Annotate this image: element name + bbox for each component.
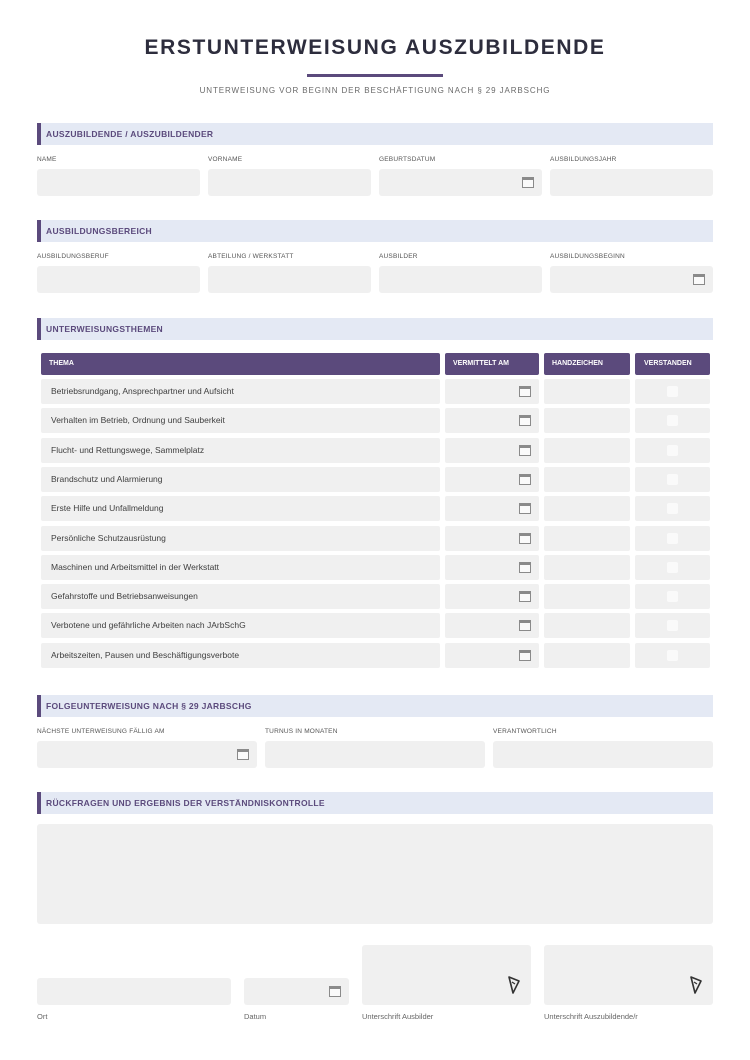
calendar-icon[interactable] (519, 533, 531, 544)
column-header-vermittelt (445, 353, 539, 375)
verstanden-checkbox[interactable] (667, 386, 678, 397)
label-unterschrift-ausbilder: Unterschrift Ausbilder (362, 1012, 434, 1021)
topic-label: Arbeitszeiten, Pausen und Beschäftigungsverbote (51, 650, 240, 660)
title-divider (307, 74, 443, 77)
label-naechste-unterweisung: NÄCHSTE UNTERWEISUNG FÄLLIG AM (37, 728, 165, 735)
label-ort: Ort (37, 1012, 48, 1021)
label-vorname: VORNAME (208, 156, 243, 163)
vermittelt-am-field[interactable] (445, 379, 539, 404)
vermittelt-am-field[interactable] (445, 584, 539, 609)
section-title: AUSZUBILDENDE / AUSZUBILDENDER (46, 129, 214, 139)
section-header-auszubildende (37, 123, 713, 145)
column-header-handzeichen (544, 353, 630, 375)
verstanden-checkbox[interactable] (667, 591, 678, 602)
calendar-icon[interactable] (329, 986, 341, 997)
vermittelt-am-field[interactable] (445, 408, 539, 433)
calendar-icon[interactable] (519, 562, 531, 573)
topic-label: Brandschutz und Alarmierung (51, 474, 163, 484)
calendar-icon[interactable] (693, 274, 705, 285)
calendar-icon[interactable] (519, 474, 531, 485)
verstanden-checkbox[interactable] (667, 445, 678, 456)
ausbildungsberuf-field[interactable] (37, 266, 200, 293)
calendar-icon[interactable] (519, 503, 531, 514)
pen-icon (507, 975, 521, 995)
column-label: VERMITTELT AM (453, 360, 509, 367)
pen-icon (689, 975, 703, 995)
vermittelt-am-field[interactable] (445, 526, 539, 551)
topic-label: Persönliche Schutzausrüstung (51, 533, 166, 543)
calendar-icon[interactable] (519, 591, 531, 602)
vermittelt-am-field[interactable] (445, 496, 539, 521)
label-name: NAME (37, 156, 57, 163)
vermittelt-am-field[interactable] (445, 643, 539, 668)
label-datum: Datum (244, 1012, 267, 1021)
calendar-icon[interactable] (519, 386, 531, 397)
ausbildungsbeginn-field[interactable] (550, 266, 713, 293)
ort-field[interactable] (37, 978, 231, 1005)
topic-label: Maschinen und Arbeitsmittel in der Werkstatt (51, 562, 220, 572)
signature-ausbilder-field[interactable] (362, 945, 531, 1005)
topic-cell (41, 467, 440, 492)
section-header-folgeunterweisung (37, 695, 713, 717)
verantwortlich-field[interactable] (493, 741, 713, 768)
vermittelt-am-field[interactable] (445, 467, 539, 492)
column-header-verstanden (635, 353, 710, 375)
column-label: THEMA (49, 360, 74, 367)
verstanden-cell (635, 526, 710, 551)
section-header-rueckfragen (37, 792, 713, 814)
verstanden-checkbox[interactable] (667, 620, 678, 631)
section-title: UNTERWEISUNGSTHEMEN (46, 324, 163, 334)
section-title: FOLGEUNTERWEISUNG NACH § 29 JARBSCHG (46, 701, 252, 711)
topic-cell (41, 379, 440, 404)
verstanden-cell (635, 613, 710, 638)
calendar-icon[interactable] (519, 415, 531, 426)
topic-cell (41, 496, 440, 521)
ausbildungsjahr-field[interactable] (550, 169, 713, 196)
section-title: RÜCKFRAGEN UND ERGEBNIS DER VERSTÄNDNISKONTROLLE (46, 798, 325, 808)
topic-label: Erste Hilfe und Unfallmeldung (51, 503, 164, 513)
verstanden-cell (635, 555, 710, 580)
page-subtitle: UNTERWEISUNG VOR BEGINN DER BESCHÄFTIGUNG NACH § 29 JARBSCHG (199, 86, 551, 95)
verstanden-checkbox[interactable] (667, 474, 678, 485)
handzeichen-field[interactable] (544, 438, 630, 463)
topic-cell (41, 526, 440, 551)
label-abteilung: ABTEILUNG / WERKSTATT (208, 253, 294, 260)
label-turnus: TURNUS IN MONATEN (265, 728, 338, 735)
verstanden-cell (635, 584, 710, 609)
name-field[interactable] (37, 169, 200, 196)
calendar-icon[interactable] (519, 445, 531, 456)
label-ausbildungsberuf: AUSBILDUNGSBERUF (37, 253, 109, 260)
label-ausbilder: AUSBILDER (379, 253, 418, 260)
abteilung-field[interactable] (208, 266, 371, 293)
datum-field[interactable] (244, 978, 349, 1005)
geburtsdatum-field[interactable] (379, 169, 542, 196)
topic-label: Gefahrstoffe und Betriebsanweisungen (51, 591, 198, 601)
turnus-field[interactable] (265, 741, 485, 768)
vermittelt-am-field[interactable] (445, 438, 539, 463)
label-unterschrift-auszubildende: Unterschrift Auszubildende/r (544, 1012, 638, 1021)
verstanden-cell (635, 496, 710, 521)
handzeichen-field[interactable] (544, 408, 630, 433)
verstanden-checkbox[interactable] (667, 503, 678, 514)
label-ausbildungsbeginn: AUSBILDUNGSBEGINN (550, 253, 625, 260)
naechste-unterweisung-field[interactable] (37, 741, 257, 768)
column-label: HANDZEICHEN (552, 360, 603, 367)
verstanden-cell (635, 438, 710, 463)
label-geburtsdatum: GEBURTSDATUM (379, 156, 436, 163)
section-header-unterweisungsthemen (37, 318, 713, 340)
verstanden-cell (635, 643, 710, 668)
verstanden-cell (635, 379, 710, 404)
topic-cell (41, 555, 440, 580)
topic-cell (41, 613, 440, 638)
calendar-icon[interactable] (519, 620, 531, 631)
verstanden-checkbox[interactable] (667, 650, 678, 661)
topic-cell (41, 584, 440, 609)
topic-cell (41, 408, 440, 433)
handzeichen-field[interactable] (544, 526, 630, 551)
topic-cell (41, 438, 440, 463)
topic-label: Verhalten im Betrieb, Ordnung und Sauberkeit (51, 415, 225, 425)
handzeichen-field[interactable] (544, 643, 630, 668)
rueckfragen-textarea[interactable] (37, 824, 713, 924)
signature-auszubildende-field[interactable] (544, 945, 713, 1005)
label-ausbildungsjahr: AUSBILDUNGSJAHR (550, 156, 617, 163)
handzeichen-field[interactable] (544, 467, 630, 492)
column-label: VERSTANDEN (644, 360, 692, 367)
topic-label: Betriebsrundgang, Ansprechpartner und Aufsicht (51, 386, 234, 396)
topic-cell (41, 643, 440, 668)
section-title: AUSBILDUNGSBEREICH (46, 226, 152, 236)
ausbilder-field[interactable] (379, 266, 542, 293)
verstanden-cell (635, 467, 710, 492)
section-header-ausbildungsbereich (37, 220, 713, 242)
handzeichen-field[interactable] (544, 613, 630, 638)
topic-label: Flucht- und Rettungswege, Sammelplatz (51, 445, 205, 455)
calendar-icon[interactable] (519, 650, 531, 661)
page-title: ERSTUNTERWEISUNG AUSZUBILDENDE (144, 36, 606, 59)
verstanden-checkbox[interactable] (667, 533, 678, 544)
handzeichen-field[interactable] (544, 496, 630, 521)
column-header-thema (41, 353, 440, 375)
vorname-field[interactable] (208, 169, 371, 196)
verstanden-cell (635, 408, 710, 433)
handzeichen-field[interactable] (544, 555, 630, 580)
vermittelt-am-field[interactable] (445, 613, 539, 638)
handzeichen-field[interactable] (544, 584, 630, 609)
verstanden-checkbox[interactable] (667, 562, 678, 573)
handzeichen-field[interactable] (544, 379, 630, 404)
calendar-icon[interactable] (237, 749, 249, 760)
label-verantwortlich: VERANTWORTLICH (493, 728, 557, 735)
vermittelt-am-field[interactable] (445, 555, 539, 580)
topic-label: Verbotene und gefährliche Arbeiten nach JArbSchG (51, 620, 246, 630)
verstanden-checkbox[interactable] (667, 415, 678, 426)
calendar-icon[interactable] (522, 177, 534, 188)
